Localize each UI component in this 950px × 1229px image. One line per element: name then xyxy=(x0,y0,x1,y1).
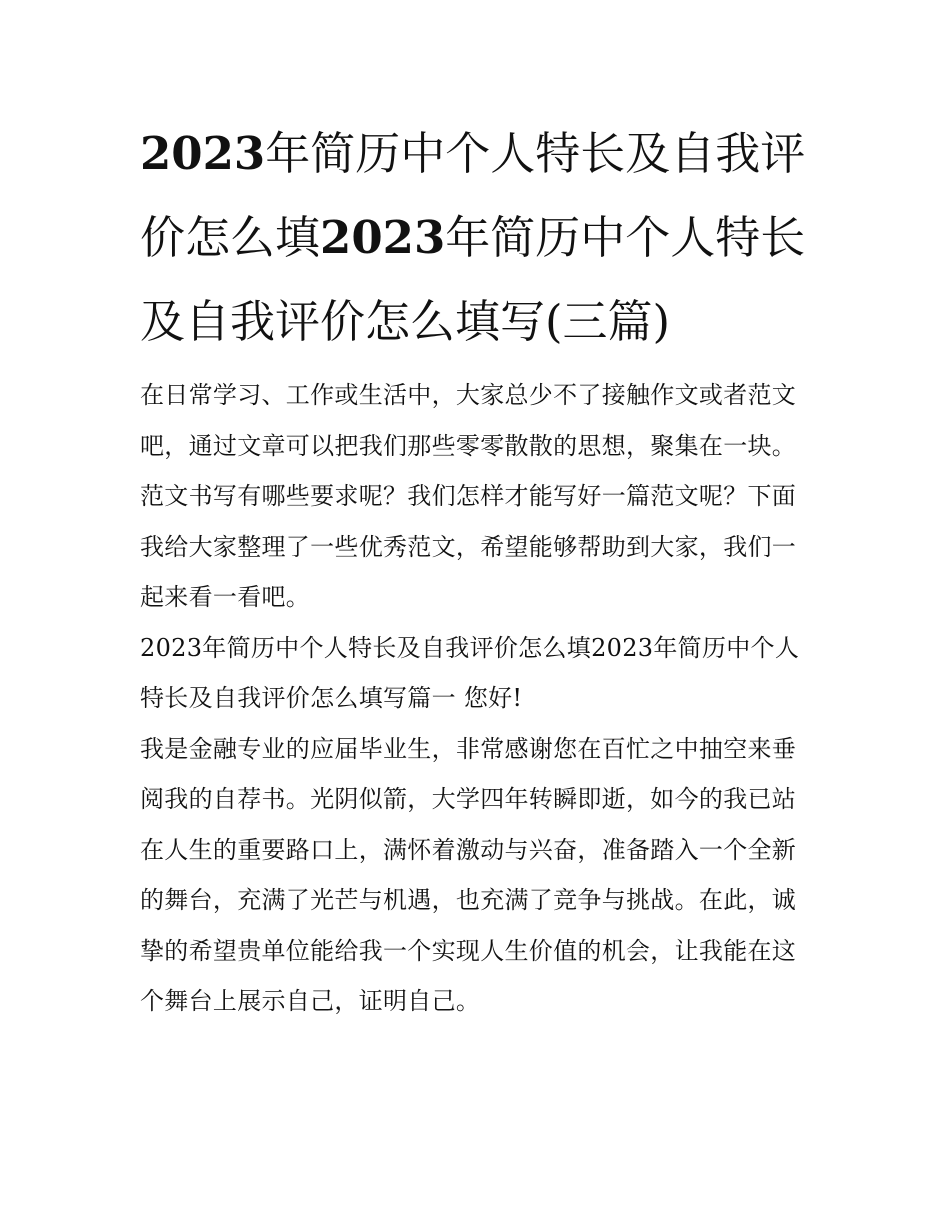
body-paragraph: 我是金融专业的应届毕业生，非常感谢您在百忙之中抽空来垂阅我的自荐书。光阴似箭，大学四年转瞬即逝，如今的我已站在人生的重要路口上，满怀着激动与兴奋，准备踏入一个全新的舞台，充满了光芒与机遇，也充满了竞争与挑战。在此，诚挚的希望贵单位能给我一个实现人生价值的机会，让我能在这个舞台上展示自己，证明自己。 xyxy=(140,734,797,1015)
title-year-1: 2023 xyxy=(140,127,266,180)
title-year-2: 2023 xyxy=(320,211,446,264)
title-text-2: 年简历中个人特长及自我评价怎么填写(三篇) xyxy=(140,211,806,348)
intro-paragraph: 在日常学习、工作或生活中，大家总少不了接触作文或者范文吧，通过文章可以把我们那些零零散散的思想，聚集在一块。范文书写有哪些要求呢？我们怎样才能写好一篇范文呢？下面我给大家整理了一些优秀范文，希望能够帮助到大家，我们一起来看一看吧。 xyxy=(140,381,797,611)
title-text-1: 年简历中个人特长及自我评价怎么填 xyxy=(140,127,806,264)
section-heading-paragraph: 2023年简历中个人特长及自我评价怎么填2023年简历中个人特长及自我评价怎么填写篇一 您好! xyxy=(140,633,800,712)
document-content xyxy=(140,112,815,1027)
document-title xyxy=(140,112,815,364)
